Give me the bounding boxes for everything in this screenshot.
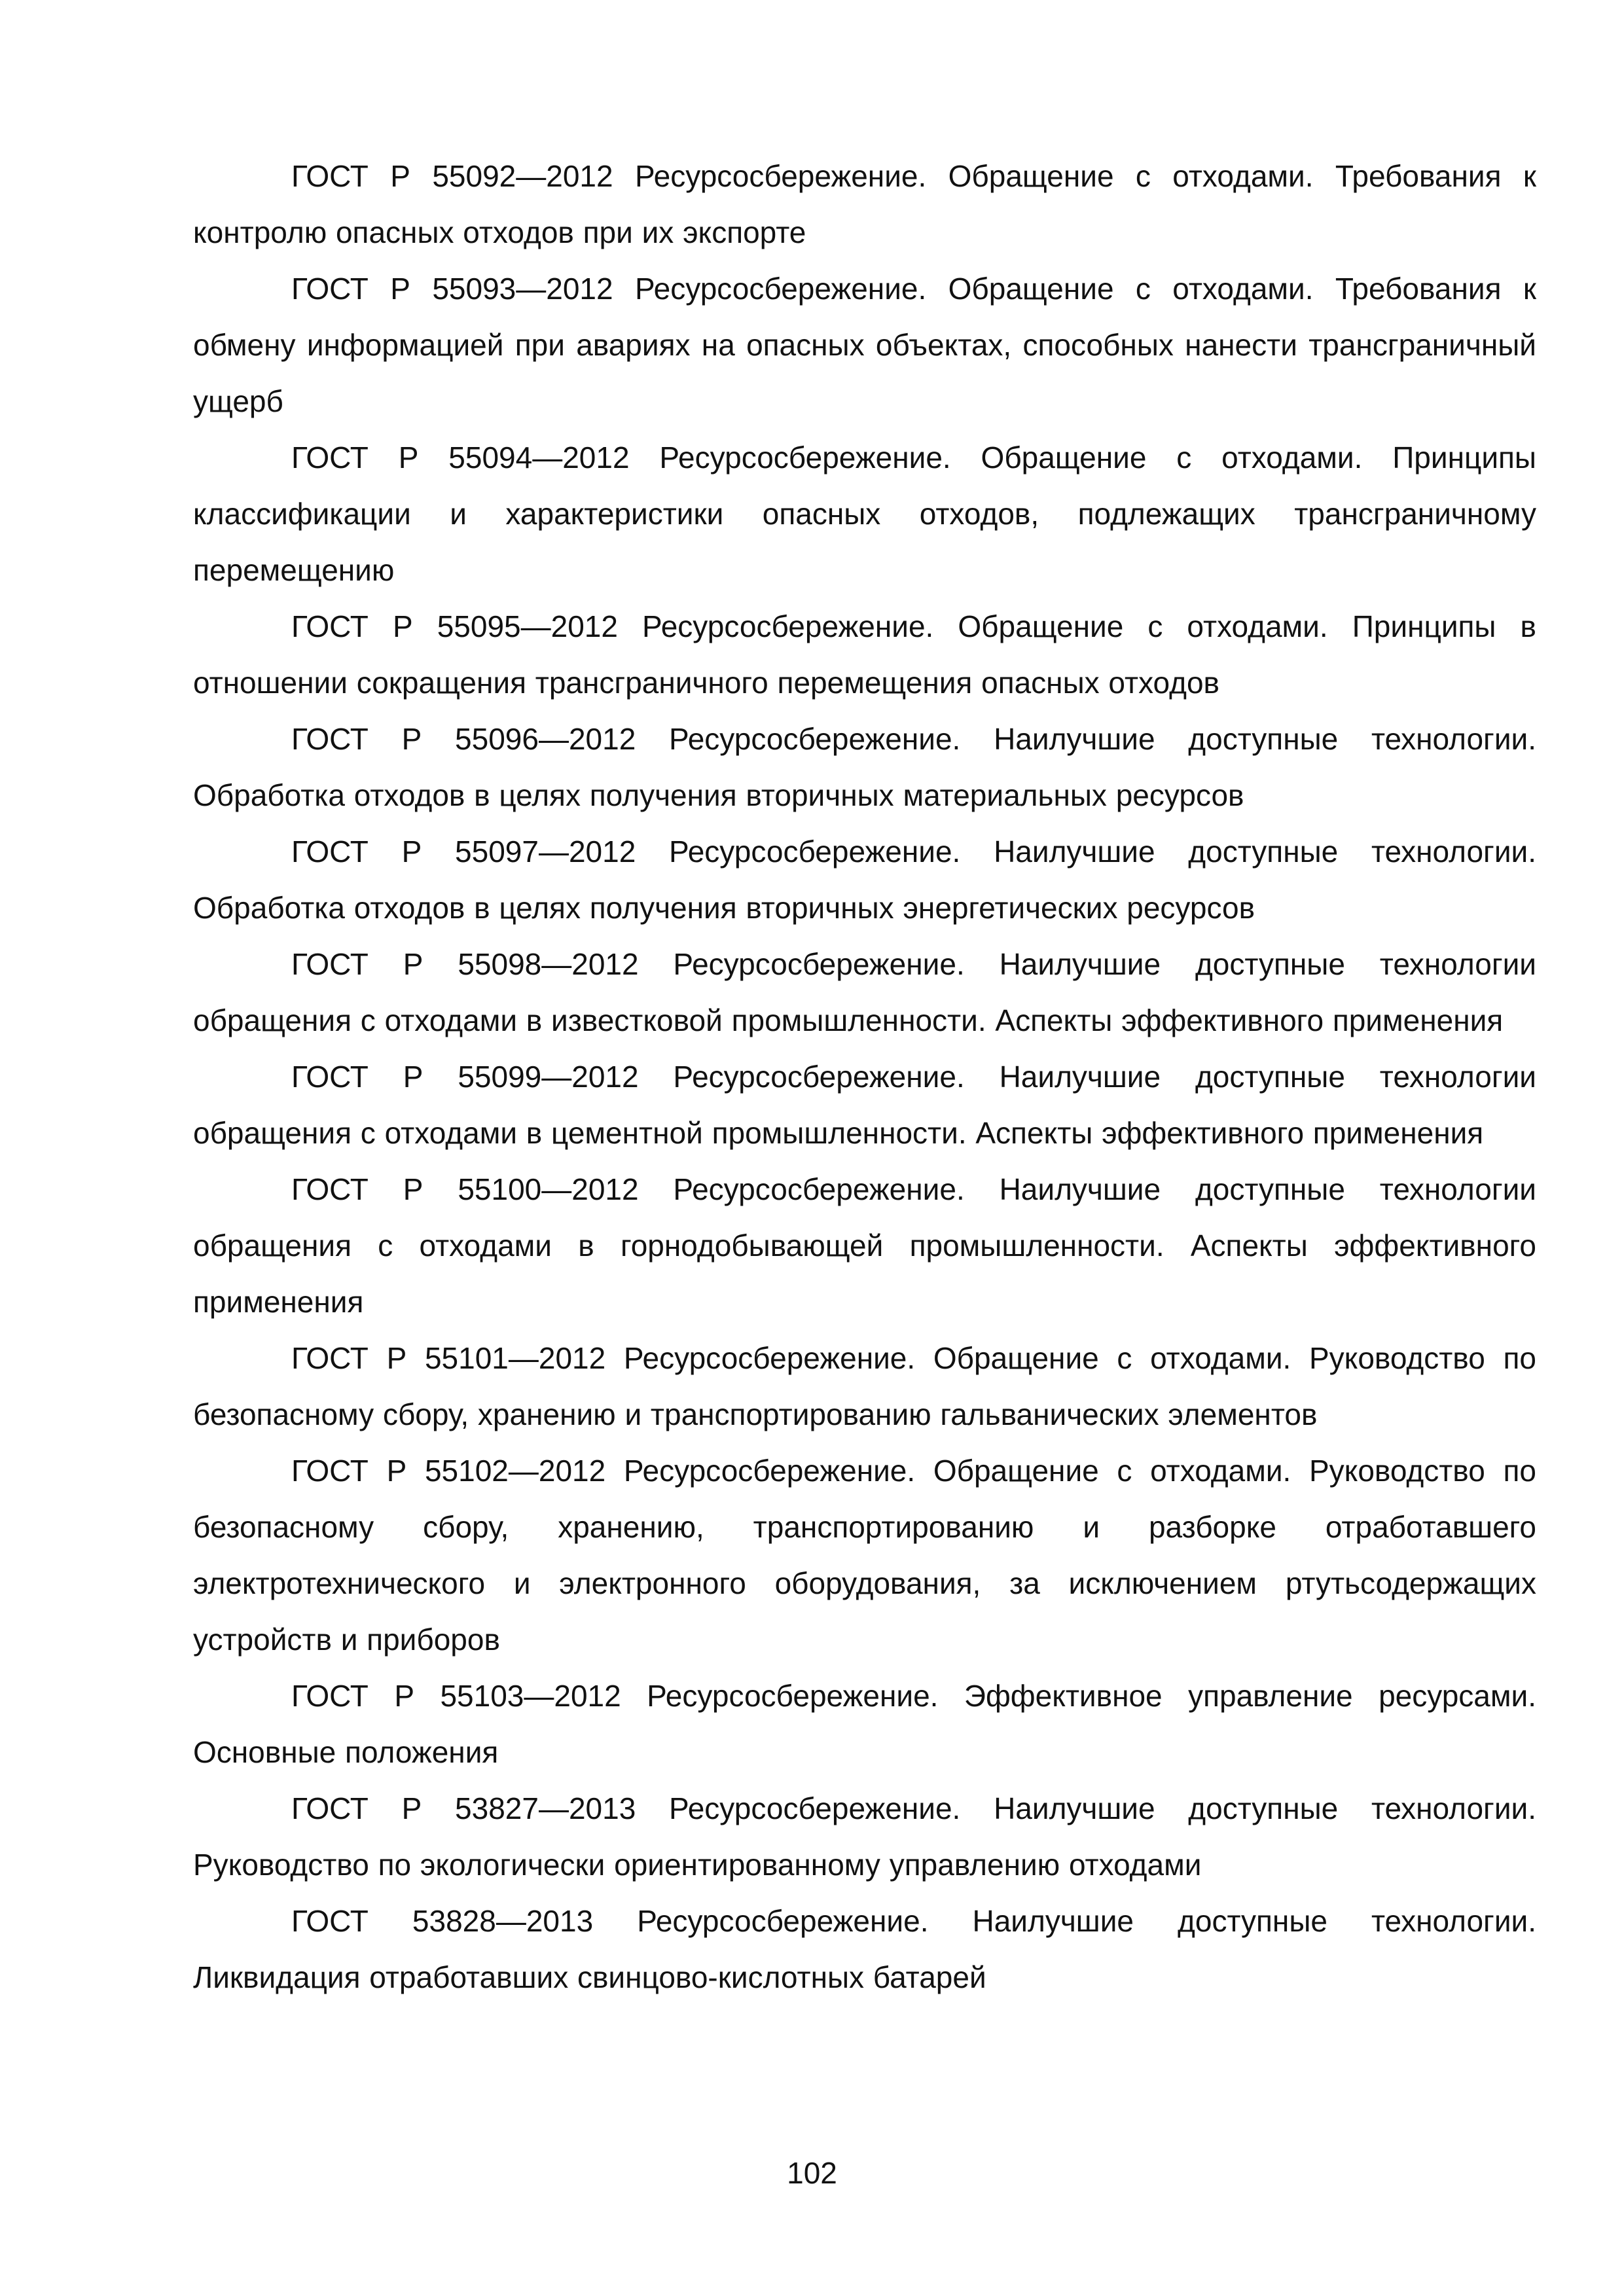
page-number: 102 — [787, 2156, 837, 2190]
standard-entry-55102: ГОСТ Р 55102—2012 Ресурсосбережение. Обращение с отходами. Руководство по безопасному сбору, хранению, транспортированию и разборке отработавшего электротехнического и электронного оборудования, за исключением ртутьсодержащих устройств и приборов — [193, 1454, 1536, 1657]
standard-entry-55096: ГОСТ Р 55096—2012 Ресурсосбережение. Наилучшие доступные технологии. Обработка отходов в целях получения вторичных материальных ресурсов — [193, 722, 1536, 812]
standard-entry-53827: ГОСТ Р 53827—2013 Ресурсосбережение. Наилучшие доступные технологии. Руководство по экологически ориентированному управлению отходами — [193, 1791, 1536, 1882]
standard-entry-55093: ГОСТ Р 55093—2012 Ресурсосбережение. Обращение с отходами. Требования к обмену информацией при авариях на опасных объектах, способных нанести трансграничный ущерб — [193, 272, 1536, 418]
standard-entry-55097: ГОСТ Р 55097—2012 Ресурсосбережение. Наилучшие доступные технологии. Обработка отходов в целях получения вторичных энергетических ресурсов — [193, 834, 1536, 925]
standard-entry-55101: ГОСТ Р 55101—2012 Ресурсосбережение. Обращение с отходами. Руководство по безопасному сбору, хранению и транспортированию гальванических элементов — [193, 1341, 1536, 1431]
standard-entry-53828: ГОСТ 53828—2013 Ресурсосбережение. Наилучшие доступные технологии. Ликвидация отработавших свинцово-кислотных батарей — [193, 1904, 1536, 1994]
standard-entry-55099: ГОСТ Р 55099—2012 Ресурсосбережение. Наилучшие доступные технологии обращения с отходами в цементной промышленности. Аспекты эффективного применения — [193, 1060, 1536, 1150]
standards-list — [193, 148, 1536, 2005]
standard-entry-55103: ГОСТ Р 55103—2012 Ресурсосбережение. Эффективное управление ресурсами. Основные положения — [193, 1679, 1536, 1769]
standard-entry-55094: ГОСТ Р 55094—2012 Ресурсосбережение. Обращение с отходами. Принципы классификации и характеристики опасных отходов, подлежащих трансграничному перемещению — [193, 440, 1536, 587]
standard-entry-55098: ГОСТ Р 55098—2012 Ресурсосбережение. Наилучшие доступные технологии обращения с отходами в известковой промышленности. Аспекты эффективного применения — [193, 947, 1536, 1037]
standard-entry-55092: ГОСТ Р 55092—2012 Ресурсосбережение. Обращение с отходами. Требования к контролю опасных отходов при их экспорте — [193, 159, 1536, 249]
standard-entry-55100: ГОСТ Р 55100—2012 Ресурсосбережение. Наилучшие доступные технологии обращения с отходами в горнодобывающей промышленности. Аспекты эффективного применения — [193, 1172, 1536, 1319]
standard-entry-55095: ГОСТ Р 55095—2012 Ресурсосбережение. Обращение с отходами. Принципы в отношении сокращения трансграничного перемещения опасных отходов — [193, 609, 1536, 700]
